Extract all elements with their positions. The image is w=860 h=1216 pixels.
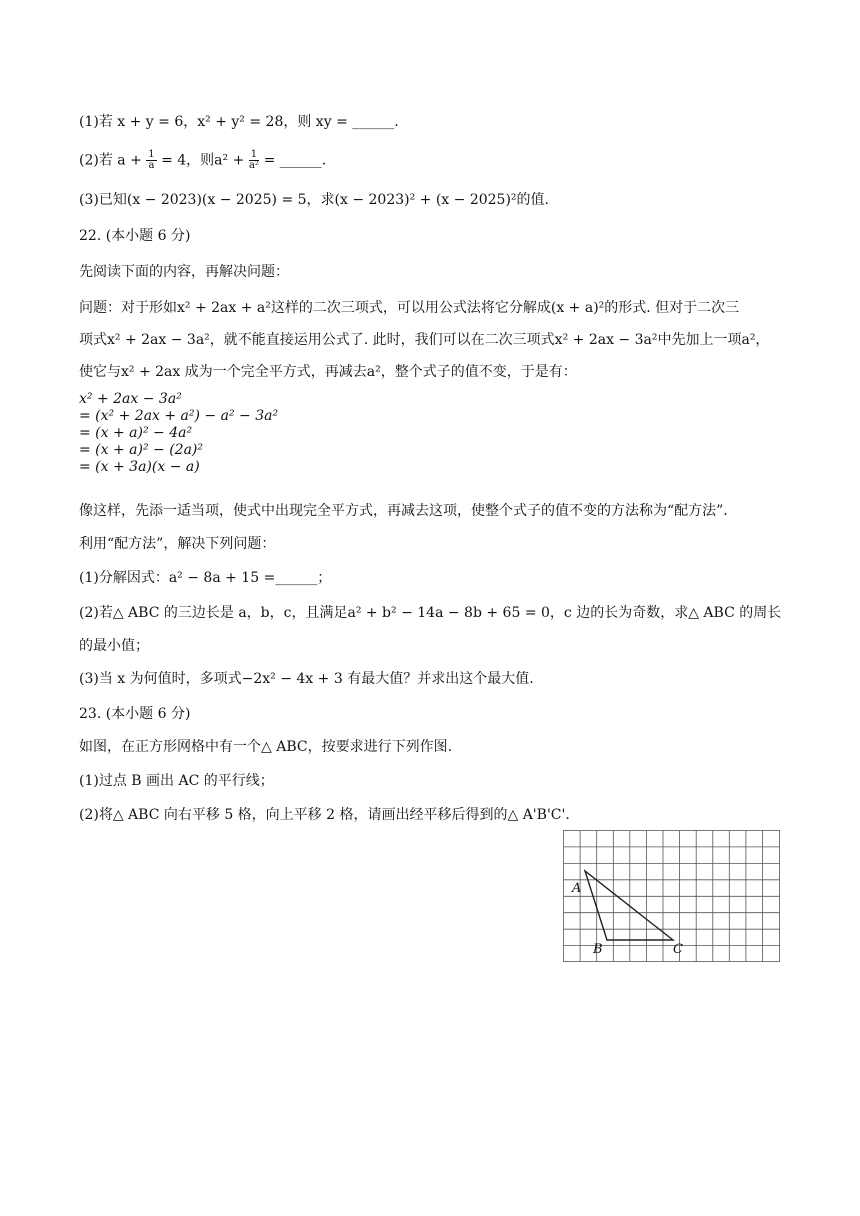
derivation-step: = (x + 3a)(x − a) — [79, 459, 200, 475]
q21-part2-prefix: (2)若 a + — [79, 152, 147, 169]
q22-problem-line2: 项式x² + 2ax − 3a²，就不能直接运用公式了. 此时，我们可以在二次三项式x² + 2ax − 3a²中先加上一项a²， — [79, 332, 770, 348]
vertex-label-b: B — [593, 942, 603, 957]
derivation-step: = (x + a)² − 4a² — [79, 425, 193, 441]
q23-intro: 如图，在正方形网格中有一个△ ABC，按要求进行下列作图. — [79, 739, 453, 755]
q22-part1: (1)分解因式：a² − 8a + 15 =______； — [79, 570, 332, 586]
derivation-step: x² + 2ax − 3a² — [79, 391, 182, 407]
fraction-denominator: a² — [248, 160, 259, 171]
q23-part2: (2)将△ ABC 向右平移 5 格，向上平移 2 格，请画出经平移后得到的△ A'B'C'. — [79, 807, 570, 823]
q22-part2-line2: 的最小值； — [79, 638, 149, 654]
derivation-step: = (x + a)² − (2a)² — [79, 442, 204, 458]
q23-header: 23. (本小题 6 分) — [79, 706, 191, 722]
q21-part2-mid: = 4，则a² + — [156, 152, 249, 169]
q21-part2-suffix: = ______. — [259, 152, 327, 169]
q22-part2-line1: (2)若△ ABC 的三边长是 a，b，c，且满足a² + b² − 14a − 8b + 65 = 0，c 边的长为奇数，求△ ABC 的周长 — [79, 605, 782, 621]
fraction-1-over-a-squared — [249, 150, 259, 171]
q22-problem-line3: 使它与x² + 2ax 成为一个完全平方式，再减去a²，整个式子的值不变，于是有： — [79, 364, 577, 380]
q21-part2 — [79, 150, 800, 171]
q22-problem-line1: 问题：对于形如x² + 2ax + a²这样的二次三项式，可以用公式法将它分解成(x + a)²的形式. 但对于二次三 — [79, 300, 740, 316]
q22-method-note: 像这样，先添一适当项，使式中出现完全平方式，再减去这项，使整个式子的值不变的方法称为“配方法”. — [79, 503, 728, 519]
q22-use-method: 利用“配方法”，解决下列问题： — [79, 536, 276, 552]
triangle-abc — [585, 871, 673, 940]
q21-part1: (1)若 x + y = 6，x² + y² = 28，则 xy = ______. — [79, 114, 399, 130]
q22-derivation — [79, 391, 278, 476]
derivation-step: = (x² + 2ax + a²) − a² − 3a² — [79, 408, 279, 424]
q22-part3: (3)当 x 为何值时，多项式−2x² − 4x + 3 有最大值？并求出这个最大值. — [79, 671, 534, 687]
fraction-numerator: 1 — [148, 149, 155, 160]
q23-part1: (1)过点 B 画出 AC 的平行线； — [79, 773, 274, 789]
triangle-grid-figure — [563, 830, 781, 963]
vertex-label-c: C — [673, 942, 683, 957]
q21-part3: (3)已知(x − 2023)(x − 2025) = 5，求(x − 2023)² + (x − 2025)²的值. — [79, 192, 549, 208]
q22-header: 22. (本小题 6 分) — [79, 228, 191, 244]
vertex-label-a: A — [572, 881, 582, 896]
q22-intro: 先阅读下面的内容，再解决问题： — [79, 264, 289, 280]
fraction-numerator: 1 — [250, 149, 258, 160]
fraction-denominator: a — [148, 160, 155, 171]
fraction-1-over-a — [146, 150, 156, 171]
